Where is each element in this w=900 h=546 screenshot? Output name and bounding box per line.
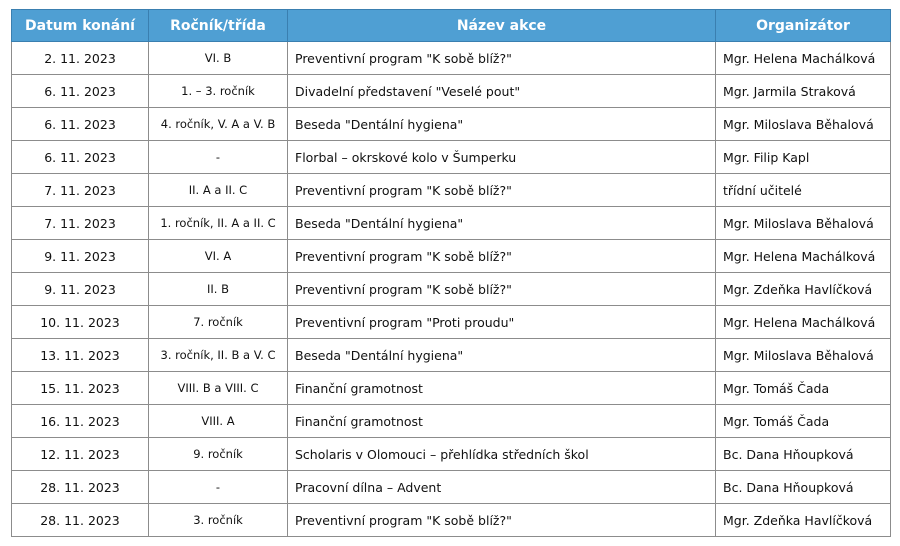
cell-organizer: Mgr. Tomáš Čada	[716, 372, 891, 405]
cell-date: 7. 11. 2023	[12, 207, 149, 240]
cell-event: Beseda "Dentální hygiena"	[288, 339, 716, 372]
cell-event: Preventivní program "K sobě blíž?"	[288, 42, 716, 75]
cell-class: VIII. A	[149, 405, 288, 438]
table-row	[12, 306, 891, 339]
cell-class: II. B	[149, 273, 288, 306]
cell-date: 10. 11. 2023	[12, 306, 149, 339]
cell-class: 3. ročník, II. B a V. C	[149, 339, 288, 372]
cell-organizer: Mgr. Miloslava Běhalová	[716, 339, 891, 372]
cell-date: 15. 11. 2023	[12, 372, 149, 405]
table-row	[12, 207, 891, 240]
cell-class: 9. ročník	[149, 438, 288, 471]
cell-class: -	[149, 471, 288, 504]
table-row	[12, 438, 891, 471]
cell-event: Scholaris v Olomouci – přehlídka středních škol	[288, 438, 716, 471]
cell-class: VI. B	[149, 42, 288, 75]
cell-organizer: Mgr. Miloslava Běhalová	[716, 108, 891, 141]
table-row	[12, 141, 891, 174]
cell-class: 3. ročník	[149, 504, 288, 537]
cell-event: Finanční gramotnost	[288, 372, 716, 405]
cell-date: 13. 11. 2023	[12, 339, 149, 372]
cell-event: Beseda "Dentální hygiena"	[288, 108, 716, 141]
table-row	[12, 42, 891, 75]
cell-date: 28. 11. 2023	[12, 471, 149, 504]
cell-event: Preventivní program "K sobě blíž?"	[288, 273, 716, 306]
cell-class: 4. ročník, V. A a V. B	[149, 108, 288, 141]
cell-organizer: Mgr. Zdeňka Havlíčková	[716, 273, 891, 306]
cell-date: 7. 11. 2023	[12, 174, 149, 207]
cell-organizer: Mgr. Miloslava Běhalová	[716, 207, 891, 240]
table-row	[12, 372, 891, 405]
table-row	[12, 108, 891, 141]
header-organizer: Organizátor	[716, 10, 891, 42]
cell-organizer: Mgr. Helena Machálková	[716, 240, 891, 273]
cell-event: Divadelní představení "Veselé pout"	[288, 75, 716, 108]
cell-date: 16. 11. 2023	[12, 405, 149, 438]
cell-event: Beseda "Dentální hygiena"	[288, 207, 716, 240]
cell-organizer: Mgr. Helena Machálková	[716, 42, 891, 75]
header-class: Ročník/třída	[149, 10, 288, 42]
header-event: Název akce	[288, 10, 716, 42]
table-row	[12, 273, 891, 306]
cell-class: VI. A	[149, 240, 288, 273]
table-row	[12, 405, 891, 438]
cell-date: 9. 11. 2023	[12, 273, 149, 306]
table-row	[12, 471, 891, 504]
cell-organizer: Bc. Dana Hňoupková	[716, 471, 891, 504]
cell-organizer: Bc. Dana Hňoupková	[716, 438, 891, 471]
cell-event: Pracovní dílna – Advent	[288, 471, 716, 504]
table-row	[12, 504, 891, 537]
cell-date: 9. 11. 2023	[12, 240, 149, 273]
cell-organizer: Mgr. Helena Machálková	[716, 306, 891, 339]
cell-class: 1. – 3. ročník	[149, 75, 288, 108]
cell-organizer: Mgr. Tomáš Čada	[716, 405, 891, 438]
cell-organizer: Mgr. Filip Kapl	[716, 141, 891, 174]
cell-class: -	[149, 141, 288, 174]
events-table-container	[11, 9, 891, 537]
cell-class: II. A a II. C	[149, 174, 288, 207]
table-row	[12, 240, 891, 273]
cell-organizer: Mgr. Zdeňka Havlíčková	[716, 504, 891, 537]
cell-class: VIII. B a VIII. C	[149, 372, 288, 405]
table-row	[12, 339, 891, 372]
cell-class: 7. ročník	[149, 306, 288, 339]
cell-organizer: Mgr. Jarmila Straková	[716, 75, 891, 108]
table-row	[12, 75, 891, 108]
header-date: Datum konání	[12, 10, 149, 42]
cell-event: Preventivní program "Proti proudu"	[288, 306, 716, 339]
cell-event: Finanční gramotnost	[288, 405, 716, 438]
cell-date: 28. 11. 2023	[12, 504, 149, 537]
cell-organizer: třídní učitelé	[716, 174, 891, 207]
table-row	[12, 174, 891, 207]
cell-event: Preventivní program "K sobě blíž?"	[288, 174, 716, 207]
cell-date: 6. 11. 2023	[12, 108, 149, 141]
cell-event: Preventivní program "K sobě blíž?"	[288, 240, 716, 273]
table-header-row	[12, 10, 891, 42]
events-table	[11, 9, 891, 537]
cell-class: 1. ročník, II. A a II. C	[149, 207, 288, 240]
cell-event: Preventivní program "K sobě blíž?"	[288, 504, 716, 537]
cell-date: 6. 11. 2023	[12, 141, 149, 174]
cell-date: 12. 11. 2023	[12, 438, 149, 471]
cell-date: 6. 11. 2023	[12, 75, 149, 108]
cell-date: 2. 11. 2023	[12, 42, 149, 75]
cell-event: Florbal – okrskové kolo v Šumperku	[288, 141, 716, 174]
